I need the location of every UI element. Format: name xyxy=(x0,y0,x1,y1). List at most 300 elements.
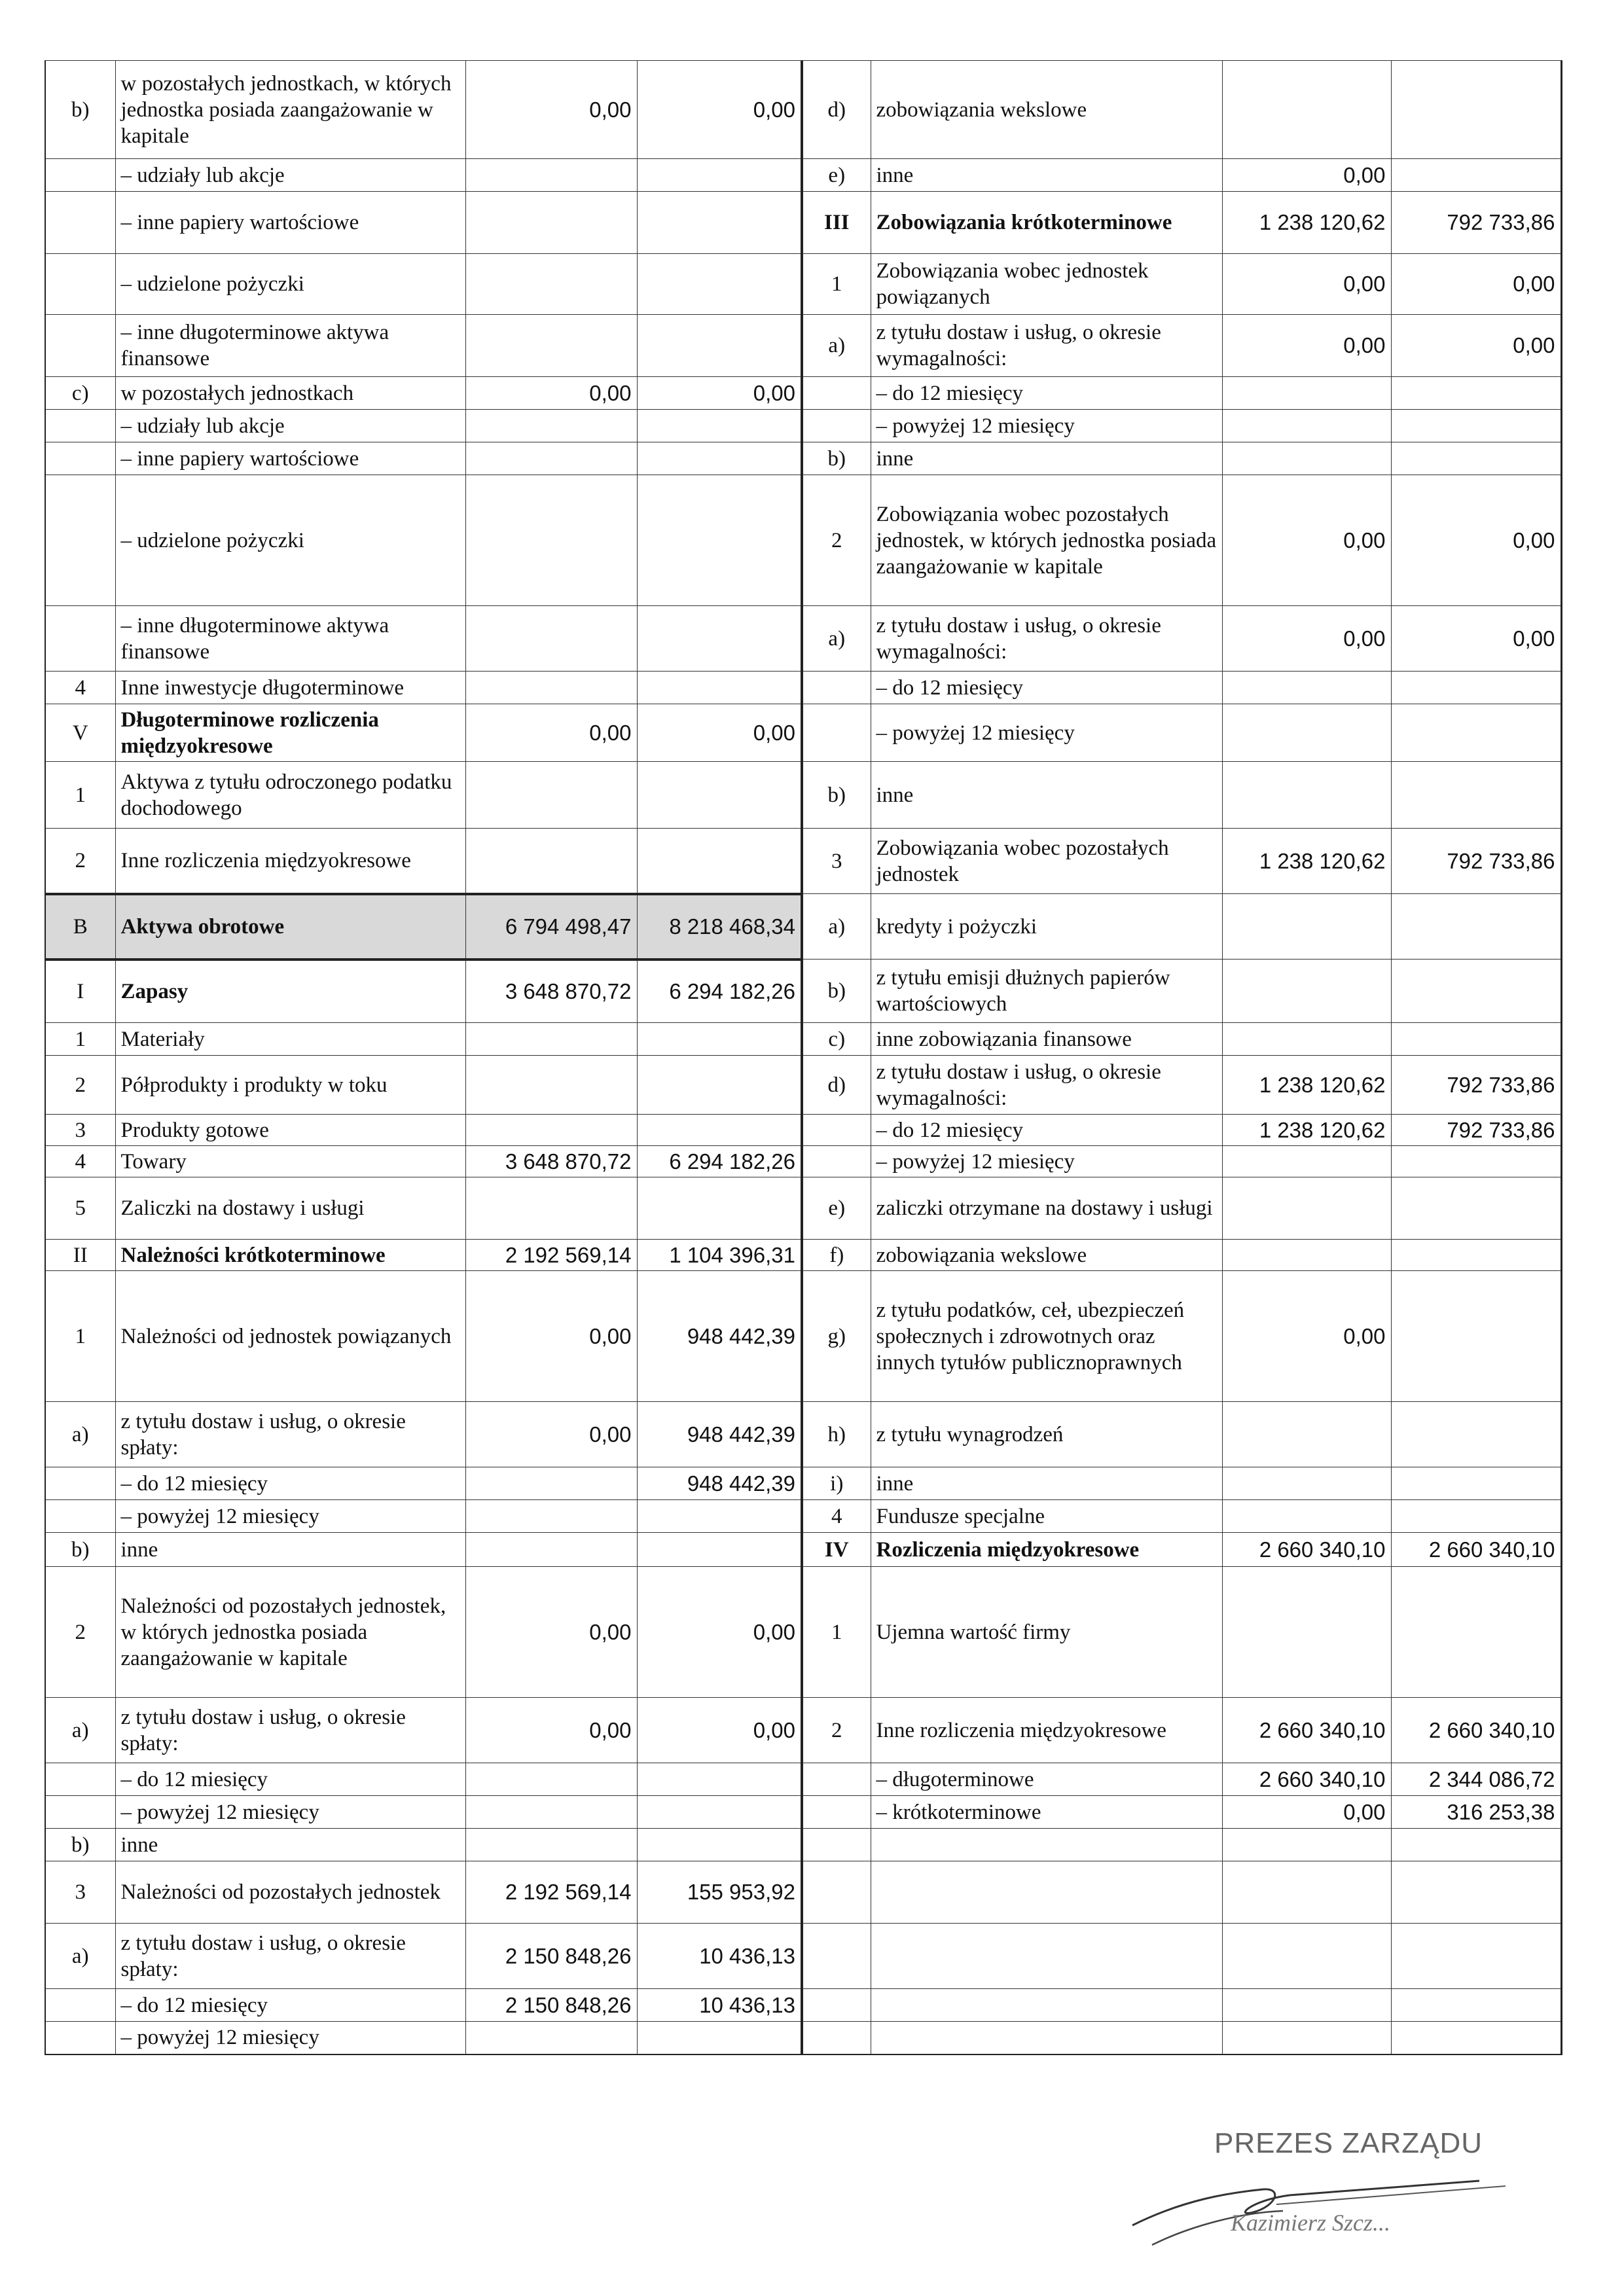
row-label-left: a) xyxy=(45,1698,115,1763)
row-label-right xyxy=(802,1796,871,1829)
row-label-left: 2 xyxy=(45,829,115,894)
table-row xyxy=(45,829,1561,894)
row-label-left xyxy=(45,315,115,377)
row-value-current-right xyxy=(1222,1989,1391,2022)
row-label-right: 3 xyxy=(802,829,871,894)
row-item-left: – powyżej 12 miesięcy xyxy=(115,2022,465,2054)
row-label-left xyxy=(45,442,115,475)
row-value-prior-right xyxy=(1391,1271,1561,1402)
row-item-right: inne xyxy=(871,762,1222,829)
row-value-current-left: 0,00 xyxy=(465,1271,637,1402)
row-value-prior-right xyxy=(1391,377,1561,410)
row-value-prior-right: 316 253,38 xyxy=(1391,1796,1561,1829)
row-label-right: b) xyxy=(802,762,871,829)
row-value-prior-right xyxy=(1391,1829,1561,1861)
row-value-current-right: 0,00 xyxy=(1222,315,1391,377)
row-item-right: Ujemna wartość firmy xyxy=(871,1567,1222,1698)
row-value-prior-right xyxy=(1391,1177,1561,1240)
row-label-left: a) xyxy=(45,1924,115,1989)
row-item-right: – krótkoterminowe xyxy=(871,1796,1222,1829)
row-value-current-right xyxy=(1222,61,1391,159)
row-item-left: w pozostałych jednostkach xyxy=(115,377,465,410)
row-value-current-left xyxy=(465,442,637,475)
row-value-prior-left xyxy=(637,1177,802,1240)
row-value-prior-left xyxy=(637,1796,802,1829)
row-value-current-left: 0,00 xyxy=(465,1567,637,1698)
row-value-prior-left xyxy=(637,1023,802,1056)
row-value-current-left xyxy=(465,410,637,442)
table-row xyxy=(45,1763,1561,1796)
row-value-current-right xyxy=(1222,894,1391,960)
row-label-left: I xyxy=(45,960,115,1023)
row-label-left: 1 xyxy=(45,1023,115,1056)
row-item-right: – do 12 miesięcy xyxy=(871,377,1222,410)
row-value-current-left: 2 192 569,14 xyxy=(465,1861,637,1924)
row-item-right xyxy=(871,1861,1222,1924)
table-row xyxy=(45,704,1561,762)
row-value-current-left xyxy=(465,1115,637,1146)
row-item-left: Należności od pozostałych jednostek xyxy=(115,1861,465,1924)
row-value-current-left xyxy=(465,254,637,315)
row-value-prior-right xyxy=(1391,1467,1561,1500)
row-value-current-right xyxy=(1222,704,1391,762)
row-label-left: 5 xyxy=(45,1177,115,1240)
table-row xyxy=(45,1861,1561,1924)
row-item-left: Towary xyxy=(115,1146,465,1177)
row-item-left: inne xyxy=(115,1533,465,1567)
row-label-right xyxy=(802,2022,871,2054)
row-label-right: 2 xyxy=(802,475,871,606)
table-row xyxy=(45,1402,1561,1467)
row-item-left: Aktywa obrotowe xyxy=(115,894,465,960)
row-value-current-right: 0,00 xyxy=(1222,475,1391,606)
row-value-current-left xyxy=(465,1533,637,1567)
row-value-current-left: 0,00 xyxy=(465,1698,637,1763)
row-item-left: z tytułu dostaw i usług, o okresie spłaty: xyxy=(115,1924,465,1989)
row-label-right xyxy=(802,1989,871,2022)
table-row xyxy=(45,1240,1561,1271)
signature-title: PREZES ZARZĄDU xyxy=(1214,2127,1483,2159)
row-value-prior-right: 2 660 340,10 xyxy=(1391,1533,1561,1567)
row-value-current-left: 2 150 848,26 xyxy=(465,1989,637,2022)
row-label-left xyxy=(45,159,115,192)
row-item-left: – do 12 miesięcy xyxy=(115,1763,465,1796)
row-label-left xyxy=(45,1989,115,2022)
row-item-right: Zobowiązania wobec pozostałych jednostek xyxy=(871,829,1222,894)
row-label-left xyxy=(45,1467,115,1500)
row-label-left xyxy=(45,1796,115,1829)
row-value-prior-right xyxy=(1391,1567,1561,1698)
table-row xyxy=(45,1698,1561,1763)
row-value-current-left xyxy=(465,762,637,829)
row-value-prior-left xyxy=(637,1115,802,1146)
row-label-right xyxy=(802,704,871,762)
row-label-right: a) xyxy=(802,606,871,672)
row-value-prior-right xyxy=(1391,2022,1561,2054)
row-value-prior-right: 0,00 xyxy=(1391,475,1561,606)
signature-name: Kazimierz Szcz... xyxy=(1231,2210,1391,2236)
row-item-right: inne xyxy=(871,1467,1222,1500)
row-value-current-right: 2 660 340,10 xyxy=(1222,1763,1391,1796)
row-item-right: z tytułu emisji dłużnych papierów wartościowych xyxy=(871,960,1222,1023)
row-value-current-left xyxy=(465,1829,637,1861)
row-label-right xyxy=(802,1763,871,1796)
row-label-right: a) xyxy=(802,894,871,960)
row-item-right: kredyty i pożyczki xyxy=(871,894,1222,960)
row-value-prior-left xyxy=(637,606,802,672)
row-value-prior-left: 948 442,39 xyxy=(637,1271,802,1402)
row-value-current-right xyxy=(1222,1829,1391,1861)
row-label-right: e) xyxy=(802,159,871,192)
row-item-right: – do 12 miesięcy xyxy=(871,1115,1222,1146)
row-item-right: inne xyxy=(871,442,1222,475)
row-value-prior-right xyxy=(1391,894,1561,960)
row-value-current-right xyxy=(1222,762,1391,829)
row-value-prior-left: 6 294 182,26 xyxy=(637,960,802,1023)
row-value-prior-right xyxy=(1391,1924,1561,1989)
row-item-left: – udzielone pożyczki xyxy=(115,254,465,315)
row-value-prior-left: 0,00 xyxy=(637,704,802,762)
row-value-prior-left: 1 104 396,31 xyxy=(637,1240,802,1271)
row-label-right: 1 xyxy=(802,1567,871,1698)
row-label-left: c) xyxy=(45,377,115,410)
row-value-prior-left xyxy=(637,1829,802,1861)
row-value-current-right xyxy=(1222,1467,1391,1500)
row-value-current-right xyxy=(1222,1177,1391,1240)
row-value-prior-left xyxy=(637,829,802,894)
row-value-current-left xyxy=(465,672,637,704)
row-item-right: Zobowiązania krótkoterminowe xyxy=(871,192,1222,254)
row-item-left: Długoterminowe rozliczenia międzyokresowe xyxy=(115,704,465,762)
row-value-current-right xyxy=(1222,377,1391,410)
table-row xyxy=(45,1829,1561,1861)
table-row xyxy=(45,159,1561,192)
row-label-left: b) xyxy=(45,61,115,159)
row-value-prior-right xyxy=(1391,1146,1561,1177)
row-value-current-left xyxy=(465,192,637,254)
row-value-prior-left: 155 953,92 xyxy=(637,1861,802,1924)
row-value-prior-right xyxy=(1391,762,1561,829)
row-value-current-left xyxy=(465,1023,637,1056)
row-value-current-right: 1 238 120,62 xyxy=(1222,1056,1391,1115)
row-value-current-left: 2 150 848,26 xyxy=(465,1924,637,1989)
row-item-left: Produkty gotowe xyxy=(115,1115,465,1146)
row-value-current-left: 2 192 569,14 xyxy=(465,1240,637,1271)
row-value-prior-left: 0,00 xyxy=(637,61,802,159)
table-row xyxy=(45,672,1561,704)
row-item-right: Zobowiązania wobec pozostałych jednostek, w których jednostka posiada zaangażowanie w kapitale xyxy=(871,475,1222,606)
row-value-prior-left: 8 218 468,34 xyxy=(637,894,802,960)
row-label-right xyxy=(802,1146,871,1177)
row-label-left: b) xyxy=(45,1829,115,1861)
row-value-current-right: 1 238 120,62 xyxy=(1222,829,1391,894)
row-value-prior-right: 792 733,86 xyxy=(1391,192,1561,254)
row-item-left: – udzielone pożyczki xyxy=(115,475,465,606)
row-item-left: Należności krótkoterminowe xyxy=(115,1240,465,1271)
row-label-right xyxy=(802,672,871,704)
row-value-prior-right: 792 733,86 xyxy=(1391,1115,1561,1146)
row-value-prior-left: 6 294 182,26 xyxy=(637,1146,802,1177)
row-value-prior-right xyxy=(1391,1402,1561,1467)
table-row xyxy=(45,1989,1561,2022)
row-value-prior-left xyxy=(637,762,802,829)
table-row xyxy=(45,762,1561,829)
row-label-left: 2 xyxy=(45,1567,115,1698)
row-item-right: z tytułu dostaw i usług, o okresie wymagalności: xyxy=(871,1056,1222,1115)
row-value-current-right: 0,00 xyxy=(1222,1271,1391,1402)
row-item-left: – inne papiery wartościowe xyxy=(115,192,465,254)
table-row xyxy=(45,1796,1561,1829)
row-item-right: zaliczki otrzymane na dostawy i usługi xyxy=(871,1177,1222,1240)
row-item-left: – udziały lub akcje xyxy=(115,410,465,442)
row-value-prior-left: 10 436,13 xyxy=(637,1989,802,2022)
row-value-current-left xyxy=(465,1177,637,1240)
row-value-prior-left xyxy=(637,254,802,315)
row-value-current-right xyxy=(1222,1861,1391,1924)
row-value-current-right xyxy=(1222,1240,1391,1271)
row-value-prior-left: 0,00 xyxy=(637,377,802,410)
row-item-left: – powyżej 12 miesięcy xyxy=(115,1500,465,1533)
row-item-right: zobowiązania wekslowe xyxy=(871,61,1222,159)
row-value-current-right: 2 660 340,10 xyxy=(1222,1698,1391,1763)
row-item-right: z tytułu podatków, ceł, ubezpieczeń społecznych i zdrowotnych oraz innych tytułów publicznoprawnych xyxy=(871,1271,1222,1402)
row-item-left: z tytułu dostaw i usług, o okresie spłaty: xyxy=(115,1402,465,1467)
row-value-prior-right xyxy=(1391,1500,1561,1533)
row-item-right: Zobowiązania wobec jednostek powiązanych xyxy=(871,254,1222,315)
row-value-current-right xyxy=(1222,1146,1391,1177)
row-label-left: a) xyxy=(45,1402,115,1467)
row-value-current-right xyxy=(1222,410,1391,442)
row-item-left: – do 12 miesięcy xyxy=(115,1989,465,2022)
row-label-right: 2 xyxy=(802,1698,871,1763)
row-label-right: h) xyxy=(802,1402,871,1467)
table-row xyxy=(45,377,1561,410)
row-item-left: Zapasy xyxy=(115,960,465,1023)
row-item-right: – powyżej 12 miesięcy xyxy=(871,410,1222,442)
row-item-left: Materiały xyxy=(115,1023,465,1056)
row-item-right: inne xyxy=(871,159,1222,192)
row-item-left: Należności od jednostek powiązanych xyxy=(115,1271,465,1402)
row-value-prior-left xyxy=(637,410,802,442)
table-row xyxy=(45,410,1561,442)
row-value-prior-right: 2 344 086,72 xyxy=(1391,1763,1561,1796)
row-value-prior-left xyxy=(637,1500,802,1533)
row-value-current-right xyxy=(1222,2022,1391,2054)
row-item-right xyxy=(871,1829,1222,1861)
row-value-current-left xyxy=(465,475,637,606)
row-value-prior-right: 2 660 340,10 xyxy=(1391,1698,1561,1763)
row-label-left: 1 xyxy=(45,1271,115,1402)
table-row xyxy=(45,315,1561,377)
row-label-left: b) xyxy=(45,1533,115,1567)
row-value-current-right xyxy=(1222,1402,1391,1467)
row-value-prior-left: 0,00 xyxy=(637,1567,802,1698)
table-row xyxy=(45,960,1561,1023)
row-item-right: – powyżej 12 miesięcy xyxy=(871,704,1222,762)
row-value-current-right xyxy=(1222,442,1391,475)
table-row xyxy=(45,1146,1561,1177)
row-value-prior-left xyxy=(637,315,802,377)
row-label-right: a) xyxy=(802,315,871,377)
row-item-right: Fundusze specjalne xyxy=(871,1500,1222,1533)
row-item-left: Należności od pozostałych jednostek, w których jednostka posiada zaangażowanie w kapitale xyxy=(115,1567,465,1698)
table-row xyxy=(45,1567,1561,1698)
row-item-left: z tytułu dostaw i usług, o okresie spłaty: xyxy=(115,1698,465,1763)
row-label-left xyxy=(45,1500,115,1533)
row-value-prior-right xyxy=(1391,960,1561,1023)
row-value-prior-left xyxy=(637,159,802,192)
table-row xyxy=(45,1115,1561,1146)
row-value-current-left xyxy=(465,1056,637,1115)
table-row xyxy=(45,254,1561,315)
row-value-current-left: 0,00 xyxy=(465,377,637,410)
row-label-right: g) xyxy=(802,1271,871,1402)
row-value-current-right: 1 238 120,62 xyxy=(1222,192,1391,254)
row-item-right: Rozliczenia międzyokresowe xyxy=(871,1533,1222,1567)
row-label-left xyxy=(45,192,115,254)
row-label-right: III xyxy=(802,192,871,254)
row-label-left: 3 xyxy=(45,1861,115,1924)
row-value-current-right: 2 660 340,10 xyxy=(1222,1533,1391,1567)
row-item-right xyxy=(871,1924,1222,1989)
row-label-left xyxy=(45,606,115,672)
row-item-right: – do 12 miesięcy xyxy=(871,672,1222,704)
row-label-right: f) xyxy=(802,1240,871,1271)
row-value-prior-right: 0,00 xyxy=(1391,315,1561,377)
row-label-right: i) xyxy=(802,1467,871,1500)
row-value-current-right xyxy=(1222,1023,1391,1056)
row-item-left: Aktywa z tytułu odroczonego podatku dochodowego xyxy=(115,762,465,829)
row-value-prior-right xyxy=(1391,410,1561,442)
table-row xyxy=(45,1500,1561,1533)
row-label-right: 4 xyxy=(802,1500,871,1533)
row-value-current-right: 0,00 xyxy=(1222,1796,1391,1829)
row-value-current-left: 0,00 xyxy=(465,61,637,159)
row-value-prior-right: 792 733,86 xyxy=(1391,829,1561,894)
row-label-right: 1 xyxy=(802,254,871,315)
row-item-right: zobowiązania wekslowe xyxy=(871,1240,1222,1271)
row-value-current-left: 6 794 498,47 xyxy=(465,894,637,960)
row-value-current-left xyxy=(465,606,637,672)
row-value-current-left xyxy=(465,1796,637,1829)
row-item-right xyxy=(871,2022,1222,2054)
row-value-prior-right xyxy=(1391,1023,1561,1056)
row-label-right: b) xyxy=(802,960,871,1023)
row-label-left: 3 xyxy=(45,1115,115,1146)
row-label-right xyxy=(802,1924,871,1989)
row-value-current-left xyxy=(465,1467,637,1500)
row-item-left: inne xyxy=(115,1829,465,1861)
row-item-right: inne zobowiązania finansowe xyxy=(871,1023,1222,1056)
row-item-left: – inne papiery wartościowe xyxy=(115,442,465,475)
row-item-right xyxy=(871,1989,1222,2022)
balance-table xyxy=(45,60,1562,2055)
row-value-current-right xyxy=(1222,1500,1391,1533)
table-row xyxy=(45,1271,1561,1402)
row-value-current-left: 0,00 xyxy=(465,1402,637,1467)
row-label-right: d) xyxy=(802,1056,871,1115)
row-value-current-right xyxy=(1222,1924,1391,1989)
row-label-left: 1 xyxy=(45,762,115,829)
row-item-left: Inne inwestycje długoterminowe xyxy=(115,672,465,704)
table-row xyxy=(45,1177,1561,1240)
row-value-prior-right xyxy=(1391,1861,1561,1924)
row-value-current-right xyxy=(1222,1567,1391,1698)
row-value-current-right: 0,00 xyxy=(1222,606,1391,672)
row-value-prior-right xyxy=(1391,704,1561,762)
row-value-prior-right xyxy=(1391,61,1561,159)
table-row xyxy=(45,61,1561,159)
row-value-prior-right xyxy=(1391,1989,1561,2022)
row-item-left: Półprodukty i produkty w toku xyxy=(115,1056,465,1115)
row-label-left: II xyxy=(45,1240,115,1271)
row-label-right xyxy=(802,410,871,442)
balance-sheet xyxy=(45,60,1561,2055)
row-label-left xyxy=(45,410,115,442)
row-value-current-right xyxy=(1222,960,1391,1023)
row-label-right xyxy=(802,1829,871,1861)
row-item-right: – powyżej 12 miesięcy xyxy=(871,1146,1222,1177)
row-value-prior-right: 0,00 xyxy=(1391,606,1561,672)
table-row xyxy=(45,1924,1561,1989)
row-value-current-left xyxy=(465,829,637,894)
row-item-left: Inne rozliczenia międzyokresowe xyxy=(115,829,465,894)
row-item-right: z tytułu wynagrodzeń xyxy=(871,1402,1222,1467)
row-item-left: Zaliczki na dostawy i usługi xyxy=(115,1177,465,1240)
table-row xyxy=(45,192,1561,254)
row-value-prior-left xyxy=(637,672,802,704)
row-label-left xyxy=(45,254,115,315)
row-value-current-right xyxy=(1222,672,1391,704)
row-value-current-left: 0,00 xyxy=(465,704,637,762)
row-value-prior-left: 0,00 xyxy=(637,1698,802,1763)
table-row xyxy=(45,894,1561,960)
row-value-prior-left xyxy=(637,442,802,475)
row-item-left: – inne długoterminowe aktywa finansowe xyxy=(115,315,465,377)
row-value-current-left xyxy=(465,315,637,377)
table-row xyxy=(45,442,1561,475)
row-item-right: – długoterminowe xyxy=(871,1763,1222,1796)
row-value-prior-right: 792 733,86 xyxy=(1391,1056,1561,1115)
row-item-left: – inne długoterminowe aktywa finansowe xyxy=(115,606,465,672)
row-label-right xyxy=(802,1115,871,1146)
row-value-prior-right xyxy=(1391,159,1561,192)
table-row xyxy=(45,1023,1561,1056)
row-value-current-left xyxy=(465,159,637,192)
row-value-current-left xyxy=(465,1500,637,1533)
row-item-left: – powyżej 12 miesięcy xyxy=(115,1796,465,1829)
row-value-prior-right xyxy=(1391,672,1561,704)
row-item-left: w pozostałych jednostkach, w których jednostka posiada zaangażowanie w kapitale xyxy=(115,61,465,159)
table-row xyxy=(45,1467,1561,1500)
row-label-left xyxy=(45,475,115,606)
row-value-current-left: 3 648 870,72 xyxy=(465,1146,637,1177)
row-item-right: Inne rozliczenia międzyokresowe xyxy=(871,1698,1222,1763)
row-label-right: c) xyxy=(802,1023,871,1056)
row-label-left xyxy=(45,2022,115,2054)
row-value-prior-left: 10 436,13 xyxy=(637,1924,802,1989)
row-value-current-right: 0,00 xyxy=(1222,254,1391,315)
row-label-left: 2 xyxy=(45,1056,115,1115)
row-value-prior-left: 948 442,39 xyxy=(637,1467,802,1500)
row-value-prior-right xyxy=(1391,1240,1561,1271)
row-item-right: z tytułu dostaw i usług, o okresie wymagalności: xyxy=(871,606,1222,672)
row-value-prior-left xyxy=(637,1533,802,1567)
row-value-prior-left xyxy=(637,1056,802,1115)
table-row xyxy=(45,2022,1561,2054)
row-value-prior-left xyxy=(637,2022,802,2054)
row-label-right: e) xyxy=(802,1177,871,1240)
